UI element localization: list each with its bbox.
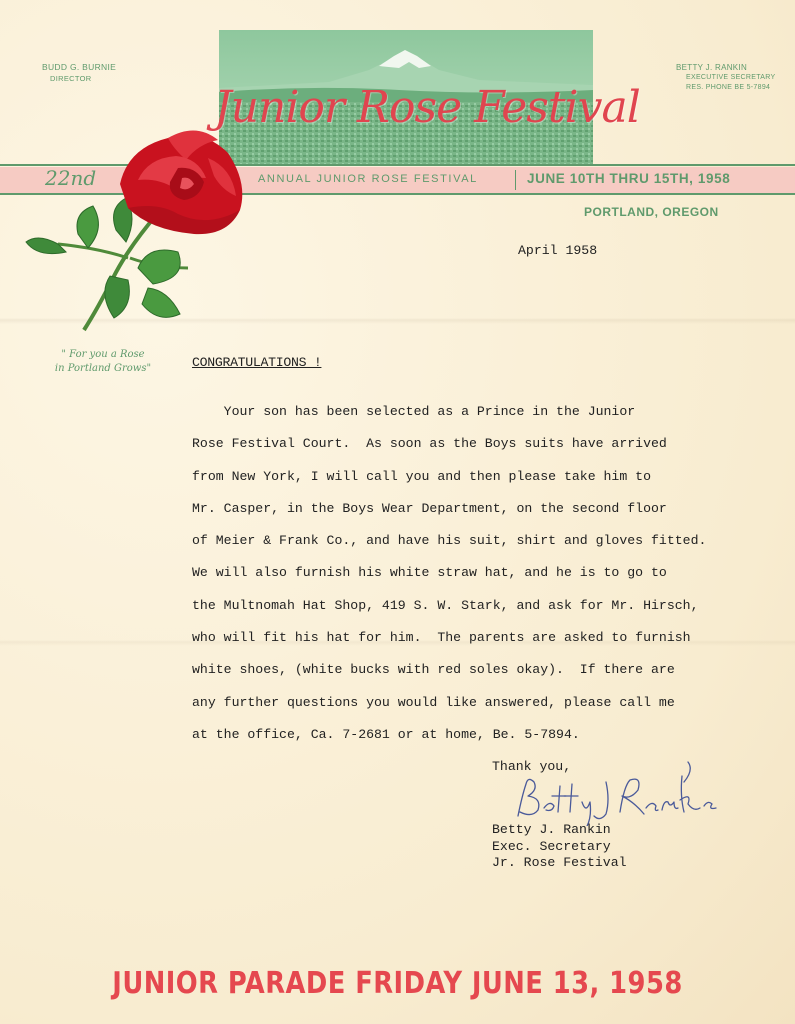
parade-announcement: JUNIOR PARADE FRIDAY JUNE 13, 1958 <box>112 966 683 1001</box>
body-line: white shoes, (white bucks with red soles okay). If there are <box>192 662 675 678</box>
annual-label: ANNUAL JUNIOR ROSE FESTIVAL <box>258 173 478 185</box>
letter-greeting: CONGRATULATIONS ! <box>192 355 322 370</box>
secretary-title: EXECUTIVE SECRETARY <box>686 74 776 81</box>
signer-name: Betty J. Rankin <box>492 822 611 837</box>
rose-icon <box>18 118 250 338</box>
motto-line-2: in Portland Grows" <box>54 363 152 374</box>
body-line: at the office, Ca. 7-2681 or at home, Be. 5-7894. <box>192 726 580 742</box>
signer-title: Exec. Secretary <box>492 838 611 854</box>
letter-closing: Thank you, <box>492 759 572 774</box>
body-line: Rose Festival Court. As soon as the Boys suits have arrived <box>192 436 667 452</box>
edition-label: 22nd <box>45 166 97 190</box>
director-block <box>42 62 116 84</box>
body-line: any further questions you would like answered, please call me <box>192 694 675 710</box>
body-line: the Multnomah Hat Shop, 419 S. W. Stark, and ask for Mr. Hirsch, <box>192 597 699 613</box>
body-line: Mr. Casper, in the Boys Wear Department, on the second floor <box>192 500 667 516</box>
body-line: of Meier & Frank Co., and have his suit, shirt and gloves fitted. <box>192 533 707 549</box>
festival-title: Junior Rose Festival <box>214 82 640 133</box>
secretary-phone: RES. PHONE BE 5-7894 <box>686 84 771 91</box>
handwritten-signature <box>508 756 718 826</box>
director-name: BUDD G. BURNIE <box>42 62 117 72</box>
letter-date: April 1958 <box>518 243 598 258</box>
festival-dates: JUNE 10TH THRU 15TH, 1958 <box>527 171 731 186</box>
director-title: DIRECTOR <box>50 74 92 83</box>
signer-block <box>492 822 627 872</box>
body-line: We will also furnish his white straw hat, and he is to go to <box>192 565 667 581</box>
motto <box>38 348 168 376</box>
body-line: who will fit his hat for him. The parents are asked to furnish <box>192 630 691 646</box>
signer-org: Jr. Rose Festival <box>492 855 627 870</box>
festival-location: PORTLAND, OREGON <box>584 205 719 219</box>
band-separator <box>515 170 516 190</box>
letter-body <box>192 401 706 756</box>
motto-line-1: " For you a Rose <box>61 349 145 360</box>
body-line: from New York, I will call you and then please take him to <box>192 468 651 484</box>
secretary-block <box>676 62 775 93</box>
body-line: Your son has been selected as a Prince in the Junior <box>192 404 636 419</box>
secretary-name: BETTY J. RANKIN <box>676 63 748 72</box>
